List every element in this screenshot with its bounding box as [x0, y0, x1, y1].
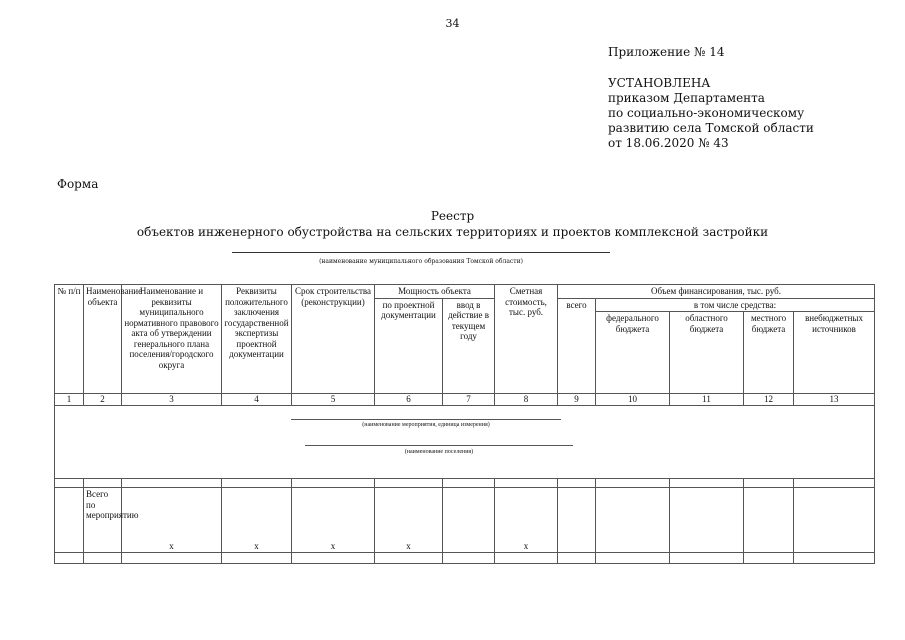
settlement-caption: (наименование поселения): [404, 449, 474, 455]
section-subheader: [55, 406, 875, 479]
column-number: 7: [443, 394, 495, 406]
approval-status: УСТАНОВЛЕНА: [608, 76, 711, 90]
column-number: 4: [222, 394, 292, 406]
header-local: местного бюджета: [744, 312, 794, 394]
header-regional: областного бюджета: [670, 312, 744, 394]
column-number: 12: [744, 394, 794, 406]
registry-table: [54, 284, 875, 564]
column-number: 5: [292, 394, 375, 406]
approval-block: [608, 45, 814, 151]
title-line-1: Реестр: [430, 209, 475, 223]
total-row: [55, 488, 875, 553]
section-subheader-row: [55, 406, 875, 479]
column-number: 1: [55, 394, 84, 406]
header-capacity: Мощность объекта: [375, 285, 495, 299]
x-mark: х: [375, 488, 443, 553]
column-number: 8: [495, 394, 558, 406]
x-mark: х: [495, 488, 558, 553]
document-title: [0, 208, 905, 240]
title-line-2: объектов инженерного обустройства на сельских территориях и проектов комплексной застройки: [136, 225, 769, 239]
header-construction-term: Срок строительства (реконструкции): [292, 285, 375, 394]
total-label: Всего по мероприятию: [84, 488, 122, 553]
header-capacity-project: по проектной документации: [375, 298, 443, 394]
header-row: [55, 285, 875, 299]
header-capacity-commissioning: ввод в действие в текущем году: [443, 298, 495, 394]
column-number: 9: [558, 394, 596, 406]
header-financing: Объем финансирования, тыс. руб.: [558, 285, 875, 299]
header-including: в том числе средства:: [596, 298, 875, 312]
header-financing-total: всего: [558, 298, 596, 394]
approval-line: приказом Департамента: [608, 91, 765, 105]
column-number: 3: [122, 394, 222, 406]
x-mark: х: [222, 488, 292, 553]
header-estimated-cost: Сметная стоимость, тыс. руб.: [495, 285, 558, 394]
column-number: 2: [84, 394, 122, 406]
column-number: 6: [375, 394, 443, 406]
event-caption: (наименование мероприятия, единица измерения): [362, 422, 490, 428]
form-label: Форма: [57, 177, 99, 191]
page-number: 34: [445, 17, 460, 30]
data-row: [55, 479, 875, 488]
header-object-name: Наименование объекта: [84, 285, 122, 394]
approval-line: от 18.06.2020 № 43: [608, 136, 729, 150]
column-number-row: [55, 394, 875, 406]
header-federal: федерального бюджета: [596, 312, 670, 394]
appendix-label: Приложение № 14: [608, 45, 725, 59]
column-number: 13: [794, 394, 875, 406]
data-row: [55, 553, 875, 564]
header-number: № п/п: [55, 285, 84, 394]
municipality-fill-line: [232, 252, 610, 253]
column-number: 11: [670, 394, 744, 406]
settlement-fill-line: [305, 445, 573, 446]
x-mark: х: [122, 488, 222, 553]
municipality-caption: (наименование муниципального образования Томской области): [319, 258, 523, 265]
event-fill-line: [291, 419, 561, 420]
column-number: 10: [596, 394, 670, 406]
header-expertise-conclusion: Реквизиты положительного заключения государственной экспертизы проектной документации: [222, 285, 292, 394]
x-mark: х: [292, 488, 375, 553]
header-extrabudgetary: внебюджетных источников: [794, 312, 875, 394]
approval-line: развитию села Томской области: [608, 121, 814, 135]
approval-line: по социально-экономическому: [608, 106, 805, 120]
header-general-plan-act: Наименование и реквизиты муниципального нормативного правового акта об утверждении генерального плана поселения/городского округа: [122, 285, 222, 394]
